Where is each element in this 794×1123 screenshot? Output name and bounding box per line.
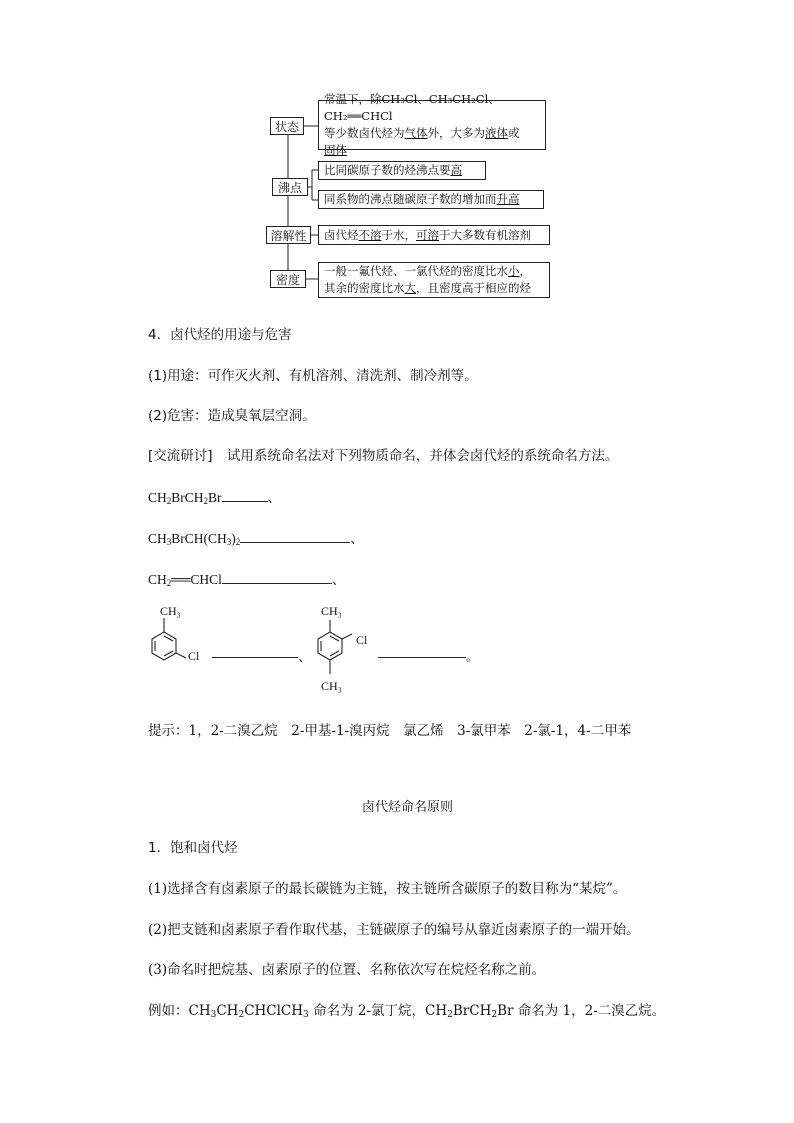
answer-blank-2[interactable] [240, 530, 350, 543]
principles-heading: 卤代烃命名原则 [362, 800, 454, 815]
principle-1: (1)选择含有卤素原子的最长碳链为主链，按主链所含碳原子的数目称为“某烷”。 [148, 881, 627, 897]
density-label: 密度 [270, 270, 306, 288]
m1-ch3-label: CH₃ [160, 604, 181, 618]
state-label: 状态 [270, 117, 304, 135]
answer-blank-5[interactable] [378, 657, 466, 658]
formula-2: $CH_3BrCH(CH_3)_2$ 、 [148, 531, 364, 547]
density-box-line2: 其余的密度比水大，且密度高于相应的烃 [324, 281, 531, 295]
boiling-point-box-1: 比同碳原子数的烃沸点要 高 [318, 161, 486, 180]
m2-cl-label: Cl [356, 633, 368, 647]
formula-3: $CH_2══CHCl$ 、 [148, 572, 346, 588]
m2-ch3-top-label: CH₃ [321, 604, 342, 618]
exchange-prompt: 试用系统命名法对下列物质命名，并体会卤代烃的系统命名方法。 [226, 448, 619, 464]
boiling-point-label: 沸点 [272, 178, 308, 196]
answer-blank-1[interactable] [222, 489, 268, 502]
section4-harm: (2)危害：造成臭氧层空洞。 [148, 408, 316, 424]
state-box-line1: 常温下，除CH₃Cl、CH₃CH₂Cl、CH₂══CHCl [324, 92, 500, 123]
principle-2: (2)把支链和卤素原子看作取代基，主链碳原子的编号从靠近卤素原子的一端开始。 [148, 922, 640, 938]
principle-3: (3)命名时把烷基、卤素原子的位置、名称依次写在烷烃名称之前。 [148, 962, 546, 978]
answer-blank-3[interactable] [222, 571, 332, 584]
m-separator: 、 [298, 649, 312, 665]
m-period: 。 [466, 649, 480, 665]
density-box [318, 262, 550, 298]
exchange-prompt-line [148, 444, 618, 464]
density-box-line1: 一般一氟代烃、一氯代烃的密度比水小， [324, 264, 531, 278]
state-box [318, 92, 546, 157]
hint-text: 提示：1，2-二溴乙烷 2-甲基-1-溴丙烷 氯乙烯 3-氯甲苯 2-氯-1，4-二甲苯 [148, 723, 632, 739]
solubility-box: 卤代烃 不溶 于水， 可溶 于大多数有机溶剂 [318, 225, 550, 245]
answer-blank-4[interactable] [212, 657, 298, 658]
exchange-tag: [交流研讨] [148, 448, 213, 464]
m2-ch3-bottom-label: CH₃ [321, 679, 342, 693]
principles-sub1: 1．饱和卤代烃 [148, 840, 238, 856]
state-box-line2: 等少数卤代烃为气体外，大多为液体或 [324, 126, 520, 140]
m1-cl-label: Cl [188, 649, 200, 663]
principle-example: 例如：$CH_3CH_2CHClCH_3$ 命名为 2-氯丁烷，$CH_2BrCH_2Br$ 命名为 1，2-二溴乙烷。 [148, 1003, 666, 1020]
section4-use: (1)用途：可作灭火剂、有机溶剂、清洗剂、制冷剂等。 [148, 368, 478, 384]
solubility-label: 溶解性 [266, 226, 311, 244]
section4-title: 4．卤代烃的用途与危害 [148, 327, 292, 343]
state-box-line3: 固体 [324, 143, 347, 157]
formula-1: $CH_2BrCH_2Br$ 、 [148, 490, 282, 506]
boiling-point-box-2: 同系物的沸点随碳原子数的增加而 升高 [318, 190, 544, 209]
